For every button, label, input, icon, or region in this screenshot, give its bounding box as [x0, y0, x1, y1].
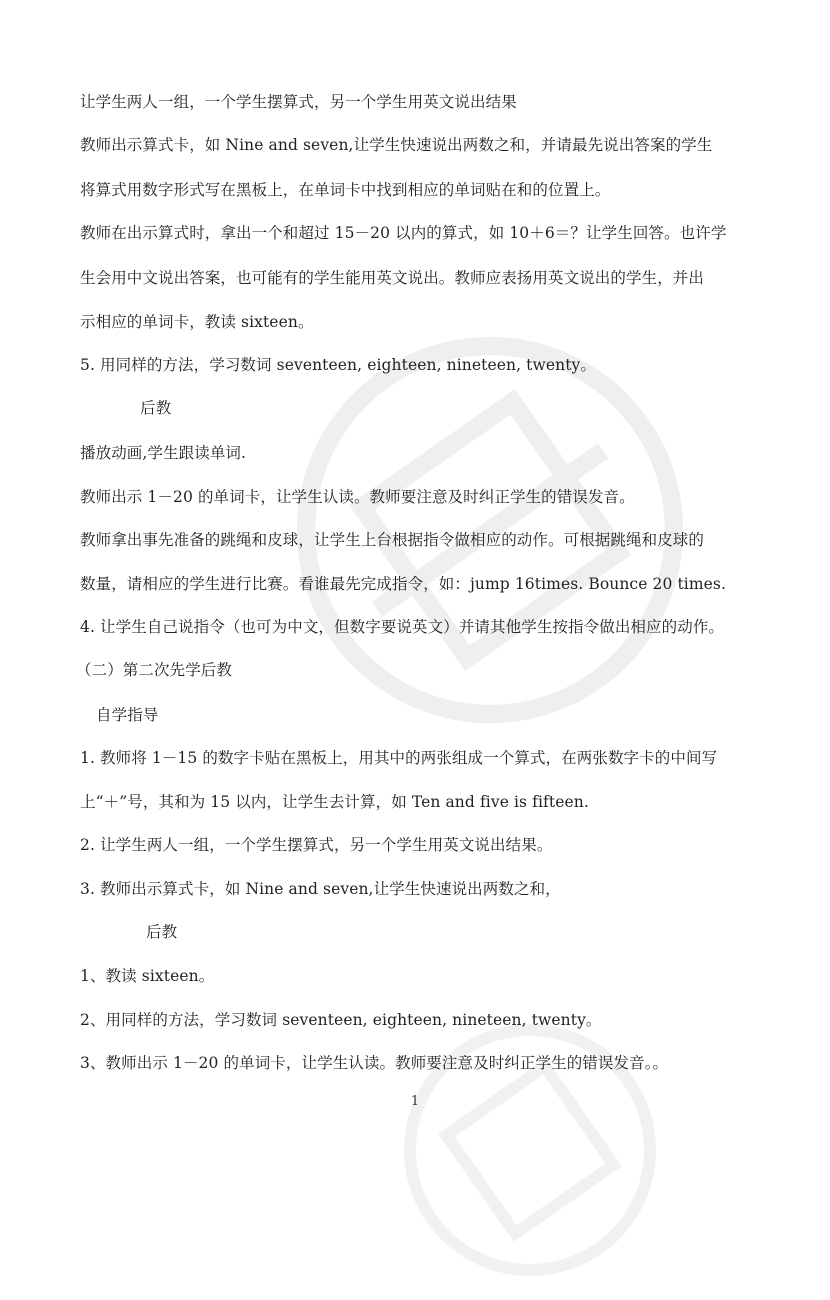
text-line: 5. 用同样的方法，学习数词 seventeen, eighteen, nineteen, twenty。 [80, 356, 596, 374]
section-heading: 后教 [140, 399, 172, 417]
text-line: 3. 教师出示算式卡，如 Nine and seven,让学生快速说出两数之和， [80, 880, 561, 898]
section-heading: 自学指导 [96, 706, 159, 724]
section-heading: （二）第二次先学后教 [76, 661, 233, 679]
watermark-icon [380, 1000, 680, 1300]
text-line: 数量，请相应的学生进行比赛。看谁最先完成指令，如：jump 16times. Bounce 20 times. [80, 575, 726, 593]
text-line: 教师出示 1－20 的单词卡，让学生认读。教师要注意及时纠正学生的错误发音。 [80, 488, 635, 506]
text-line: 2、用同样的方法，学习数词 seventeen, eighteen, nineteen, twenty。 [80, 1011, 602, 1029]
text-line: 4. 让学生自己说指令（也可为中文，但数字要说英文）并请其他学生按指令做出相应的动作。 [80, 618, 725, 636]
text-line: 让学生两人一组，一个学生摆算式，另一个学生用英文说出结果 [80, 93, 517, 111]
text-line: 3、教师出示 1－20 的单词卡，让学生认读。教师要注意及时纠正学生的错误发音。。 [80, 1054, 669, 1072]
text-line: 示相应的单词卡，教读 sixteen。 [80, 313, 314, 331]
text-line: 2. 让学生两人一组，一个学生摆算式，另一个学生用英文说出结果。 [80, 836, 553, 854]
text-line: 将算式用数字形式写在黑板上，在单词卡中找到相应的单词贴在和的位置上。 [80, 181, 611, 199]
text-line: 生会用中文说出答案，也可能有的学生能用英文说出。教师应表扬用英文说出的学生，并出 [80, 269, 705, 287]
text-line: 1、教读 sixteen。 [80, 967, 215, 985]
section-heading: 后教 [146, 923, 178, 941]
text-line: 1. 教师将 1－15 的数字卡贴在黑板上，用其中的两张组成一个算式，在两张数字卡的中间写 [80, 749, 718, 767]
text-line: 上“＋”号，其和为 15 以内，让学生去计算，如 Ten and five is fifteen. [80, 793, 589, 811]
text-line: 教师出示算式卡，如 Nine and seven,让学生快速说出两数之和，并请最先说出答案的学生 [80, 136, 713, 154]
text-line: 教师在出示算式时，拿出一个和超过 15－20 以内的算式，如 10＋6＝？让学生回答。也许学 [80, 224, 727, 242]
page-number: 1 [410, 1094, 420, 1109]
text-line: 教师拿出事先准备的跳绳和皮球，让学生上台根据指令做相应的动作。可根据跳绳和皮球的 [80, 531, 705, 549]
text-line: 播放动画,学生跟读单词. [80, 444, 247, 462]
